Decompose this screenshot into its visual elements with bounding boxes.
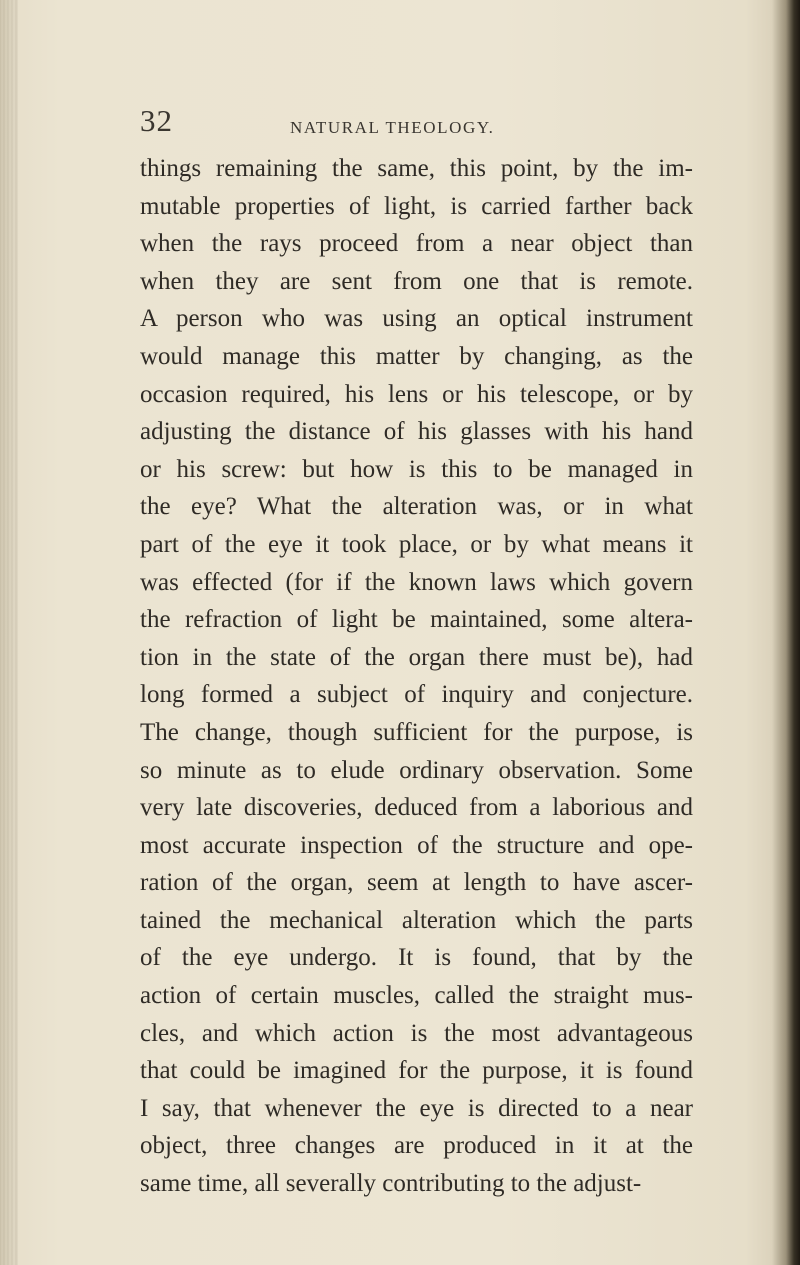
text-line: action of certain muscles, called the straight mus- [140,982,693,1010]
page-gutter-left [0,0,18,1265]
text-line: same time, all severally contributing to the adjust- [140,1170,642,1198]
text-line: tained the mechanical alteration which the parts [140,906,693,934]
text-line: when they are sent from one that is remote. [140,267,693,295]
text-line: very late discoveries, deduced from a laborious and [140,794,693,822]
text-line: so minute as to elude ordinary observation. Some [140,756,693,784]
page-edge-right [772,0,800,1265]
text-line: object, three changes are produced in it at the [140,1132,693,1160]
text-line: that could be imagined for the purpose, it is found [140,1057,693,1085]
text-line: was effected (for if the known laws which govern [140,568,693,596]
text-line: of the eye undergo. It is found, that by the [140,944,693,972]
text-line: mutable properties of light, is carried farther back [140,192,693,220]
text-line: The change, though sufficient for the purpose, is [140,718,693,746]
text-line: long formed a subject of inquiry and conjecture. [140,681,693,709]
text-line: ration of the organ, seem at length to have ascer- [140,869,693,897]
text-line: adjusting the distance of his glasses with his hand [140,418,693,446]
text-line: when the rays proceed from a near object than [140,230,693,258]
text-line: occasion required, his lens or his telescope, or by [140,380,693,408]
text-line: tion in the state of the organ there must be), had [140,643,693,671]
text-line: the refraction of light be maintained, some altera- [140,606,693,634]
text-line: A person who was using an optical instrument [140,305,693,333]
text-line: would manage this matter by changing, as the [140,342,693,370]
running-head: NATURAL THEOLOGY. [290,118,495,137]
body-text [140,150,693,1203]
text-line: part of the eye it took place, or by what means it [140,530,693,558]
text-line: things remaining the same, this point, by the im- [140,155,693,182]
text-line: cles, and which action is the most advantageous [140,1019,693,1047]
text-line: the eye? What the alteration was, or in what [140,493,693,521]
text-line: or his screw: but how is this to be managed in [140,455,693,483]
text-line: most accurate inspection of the structure and ope- [140,831,693,859]
text-line: I say, that whenever the eye is directed to a near [140,1094,693,1122]
page-number: 32 [140,103,173,138]
